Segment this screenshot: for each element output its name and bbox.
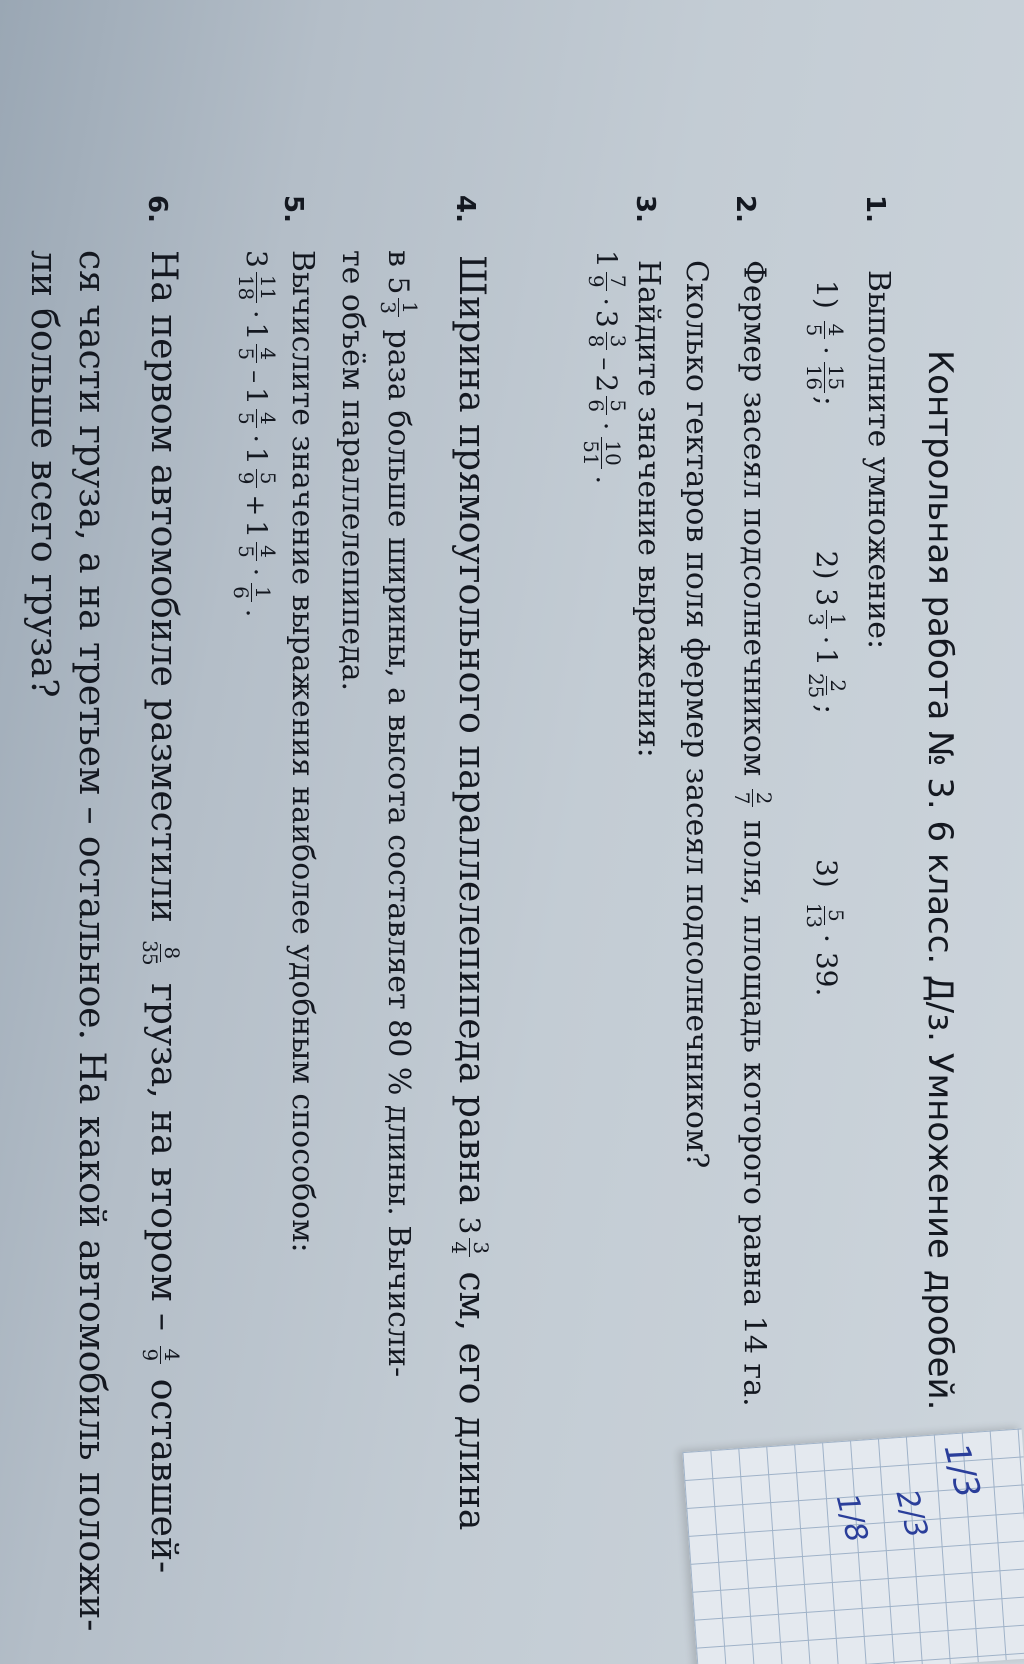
handwriting-3: 1/8: [828, 1490, 875, 1546]
task-4-number: 4.: [450, 195, 480, 223]
task-1-item-1: 1) 4 5 · 15 16 ;: [802, 280, 848, 406]
task-5-text: Вычислите значение выражения наиболее удобным способом:: [285, 250, 320, 1253]
task-1-item-2: 2) 3 1 3 · 1 2 25 ;: [804, 550, 850, 714]
task-6-line-2: ся части груза, а на третьем – остальное. На какой автомобиль положи-: [71, 250, 112, 1632]
handwriting-1: 1/3: [935, 1439, 988, 1503]
handwriting-2: 2/3: [888, 1486, 935, 1542]
task-3-expression: 1 7 9 · 3 3 8 – 2 5 6 · 10 51 .: [579, 250, 630, 484]
worksheet-title: Контрольная работа № 3. 6 класс. Д/з. Умножение дробей.: [920, 350, 960, 1411]
task-1-text: Выполните умножение:: [861, 270, 896, 650]
notebook-corner: [682, 1428, 1024, 1664]
task-6-line-1: На первом автомобиле разместили 8 35 груза, на втором – 4 9 оставшей-: [138, 250, 185, 1574]
task-2-number: 2.: [730, 195, 760, 223]
task-5-expression: 3 11 18 · 1 4 5 – 1 4 5 · 1 5 9 + 1 4 5 · 1 6 .: [229, 250, 280, 618]
task-5-number: 5.: [278, 195, 308, 223]
task-1-item-3: 3) 5 13 · 39.: [802, 858, 848, 997]
task-6-number: 6.: [142, 195, 172, 223]
task-3-text: Найдите значение выражения:: [631, 260, 666, 758]
task-6-line-3: ли больше всего груза?: [23, 250, 64, 698]
task-4-line-3: те объём параллелепипеда.: [335, 250, 370, 692]
task-1-number: 1.: [860, 195, 890, 223]
task-1-items: [803, 280, 848, 1136]
task-3-number: 3.: [630, 195, 660, 223]
task-2-line-1: Фермер засеял подсолнечником 2 7 поля, площадь которого равна 14 га.: [730, 260, 776, 1407]
task-4-line-2: в 5 1 3 раза больше ширины, а высота составляет 80 % длины. Вычисли-: [376, 250, 422, 1378]
task-2-line-2: Сколько гектаров поля фермер засеял подсолнечником?: [679, 260, 714, 1169]
task-4-line-1: Ширина прямоугольного параллелепипеда равна 3 3 4 см, его длина: [447, 255, 493, 1531]
